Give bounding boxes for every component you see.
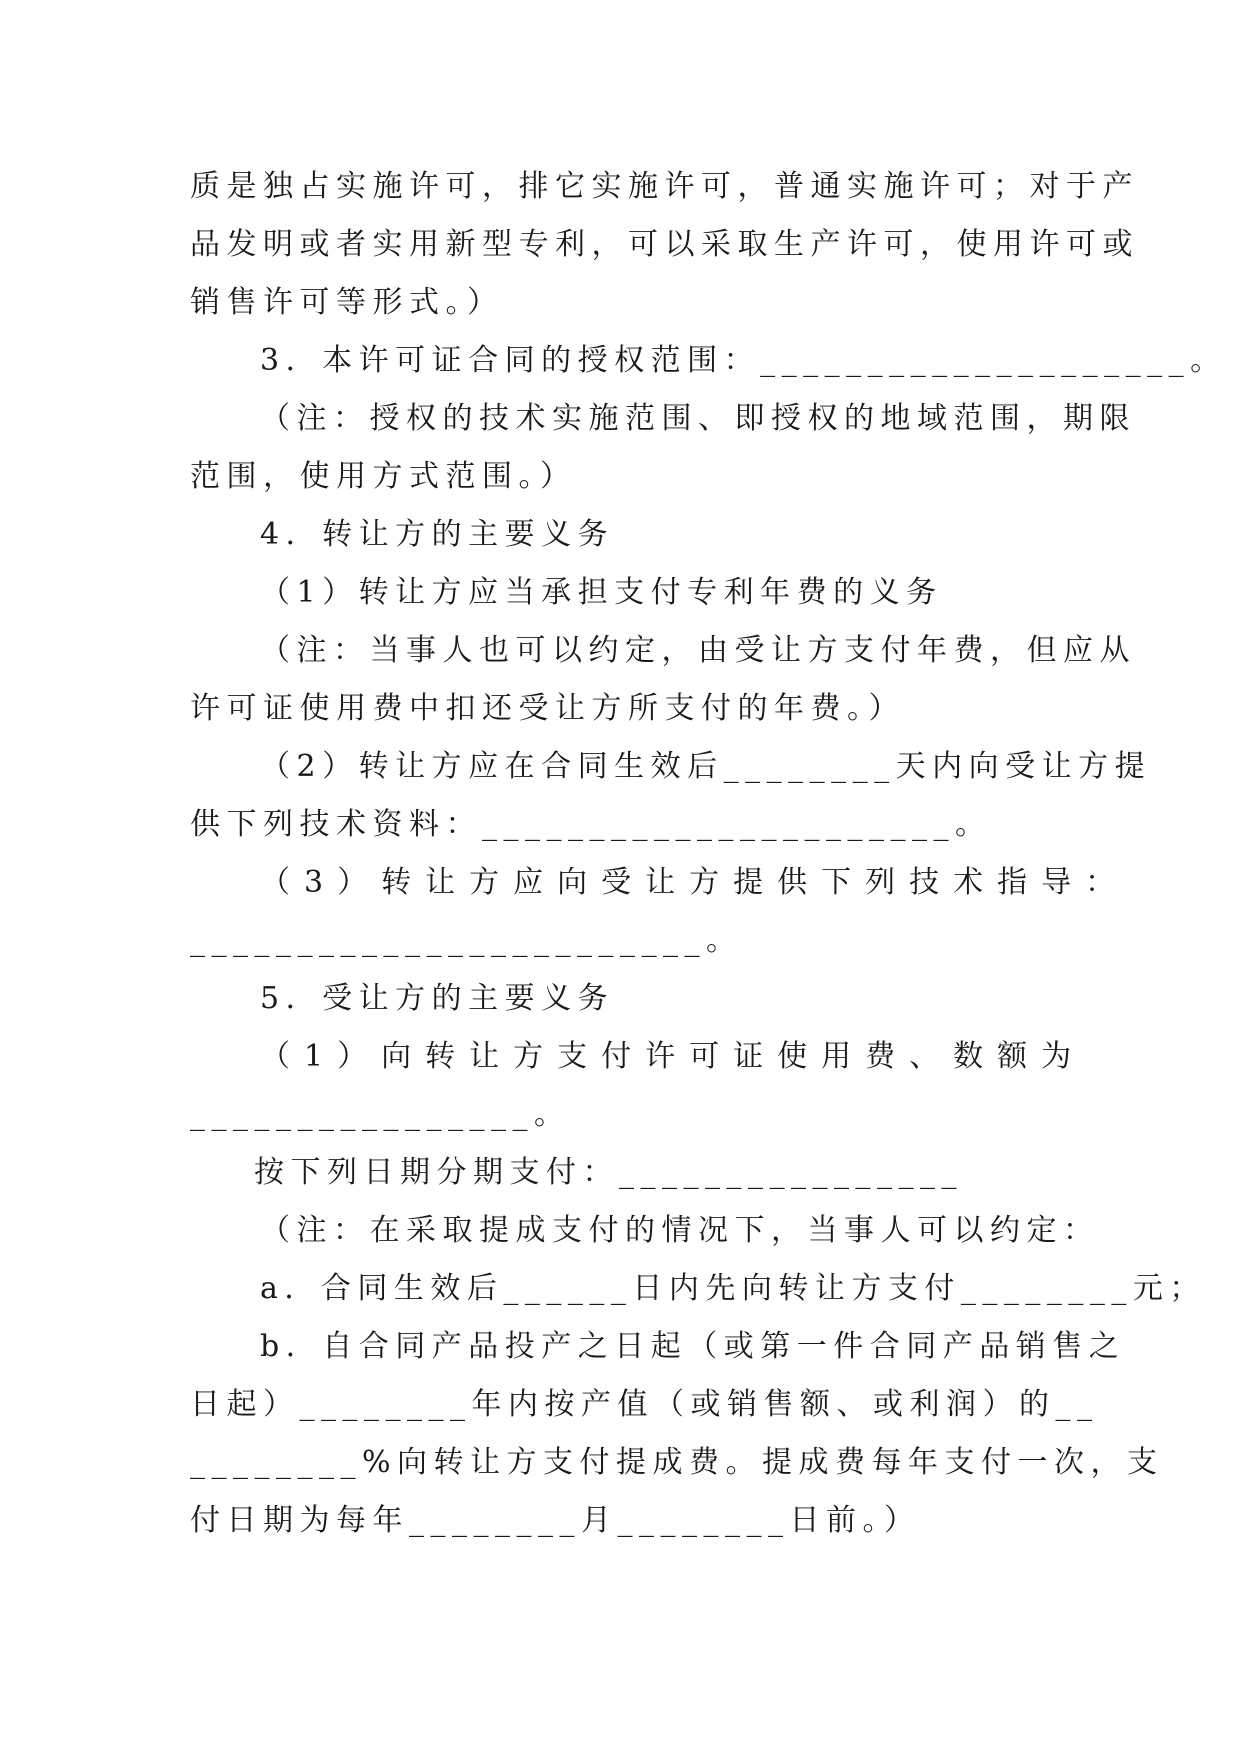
clause-4-transferor-obligations: 4．转让方的主要义务	[260, 517, 615, 552]
note-royalty-payment: （注：在采取提成支付的情况下，当事人可以约定：	[260, 1213, 1100, 1248]
text-line-1: 质是独占实施许可，排它实施许可，普通实施许可；对于产	[190, 169, 1139, 204]
note-authorization-scope: （注：授权的技术实施范围、即授权的地域范围，期限	[260, 401, 1136, 436]
item-a-initial-payment: a．合同生效后______日内先向转让方支付________元；	[260, 1271, 1206, 1306]
installment-payment-line: 按下列日期分期支付：________________	[254, 1155, 963, 1190]
text-line-3: 销售许可等形式。）	[190, 285, 504, 320]
clause-4-3-technical-guidance: （3）转让方应向受让方提供下列技术指导：	[260, 865, 1130, 900]
text-line-12: 供下列技术资料：______________________。	[190, 807, 992, 842]
text-line-14: ________________________。	[190, 923, 743, 958]
clause-4-2-technical-materials: （2）转让方应在合同生效后________天内向受让方提	[260, 749, 1152, 784]
text-line-24: 付日期为每年________月________日前。）	[190, 1503, 921, 1538]
text-line-23: ________%向转让方支付提成费。提成费每年支付一次，支	[190, 1445, 1164, 1480]
text-line-10: 许可证使用费中扣还受让方所支付的年费。）	[190, 691, 905, 726]
text-line-2: 品发明或者实用新型专利，可以采取生产许可，使用许可或	[190, 227, 1139, 262]
document-page	[190, 158, 1227, 1550]
text-line-17: ________________。	[190, 1097, 571, 1132]
text-line-6: 范围，使用方式范围。）	[190, 459, 577, 494]
clause-5-transferee-obligations: 5．受让方的主要义务	[260, 981, 615, 1016]
clause-4-1-patent-fee: （1）转让方应当承担支付专利年费的义务	[260, 575, 943, 610]
clause-3-authorization-scope: 3．本许可证合同的授权范围：____________________。	[260, 343, 1227, 378]
clause-5-1-license-fee: （1）向转让方支付许可证使用费、数额为	[260, 1039, 1086, 1074]
text-line-22: 日起）________年内按产值（或销售额、或利润）的__	[190, 1387, 1099, 1422]
item-b-royalty: b．自合同产品投产之日起（或第一件合同产品销售之	[260, 1329, 1126, 1364]
note-annual-fee: （注：当事人也可以约定，由受让方支付年费，但应从	[260, 633, 1136, 668]
